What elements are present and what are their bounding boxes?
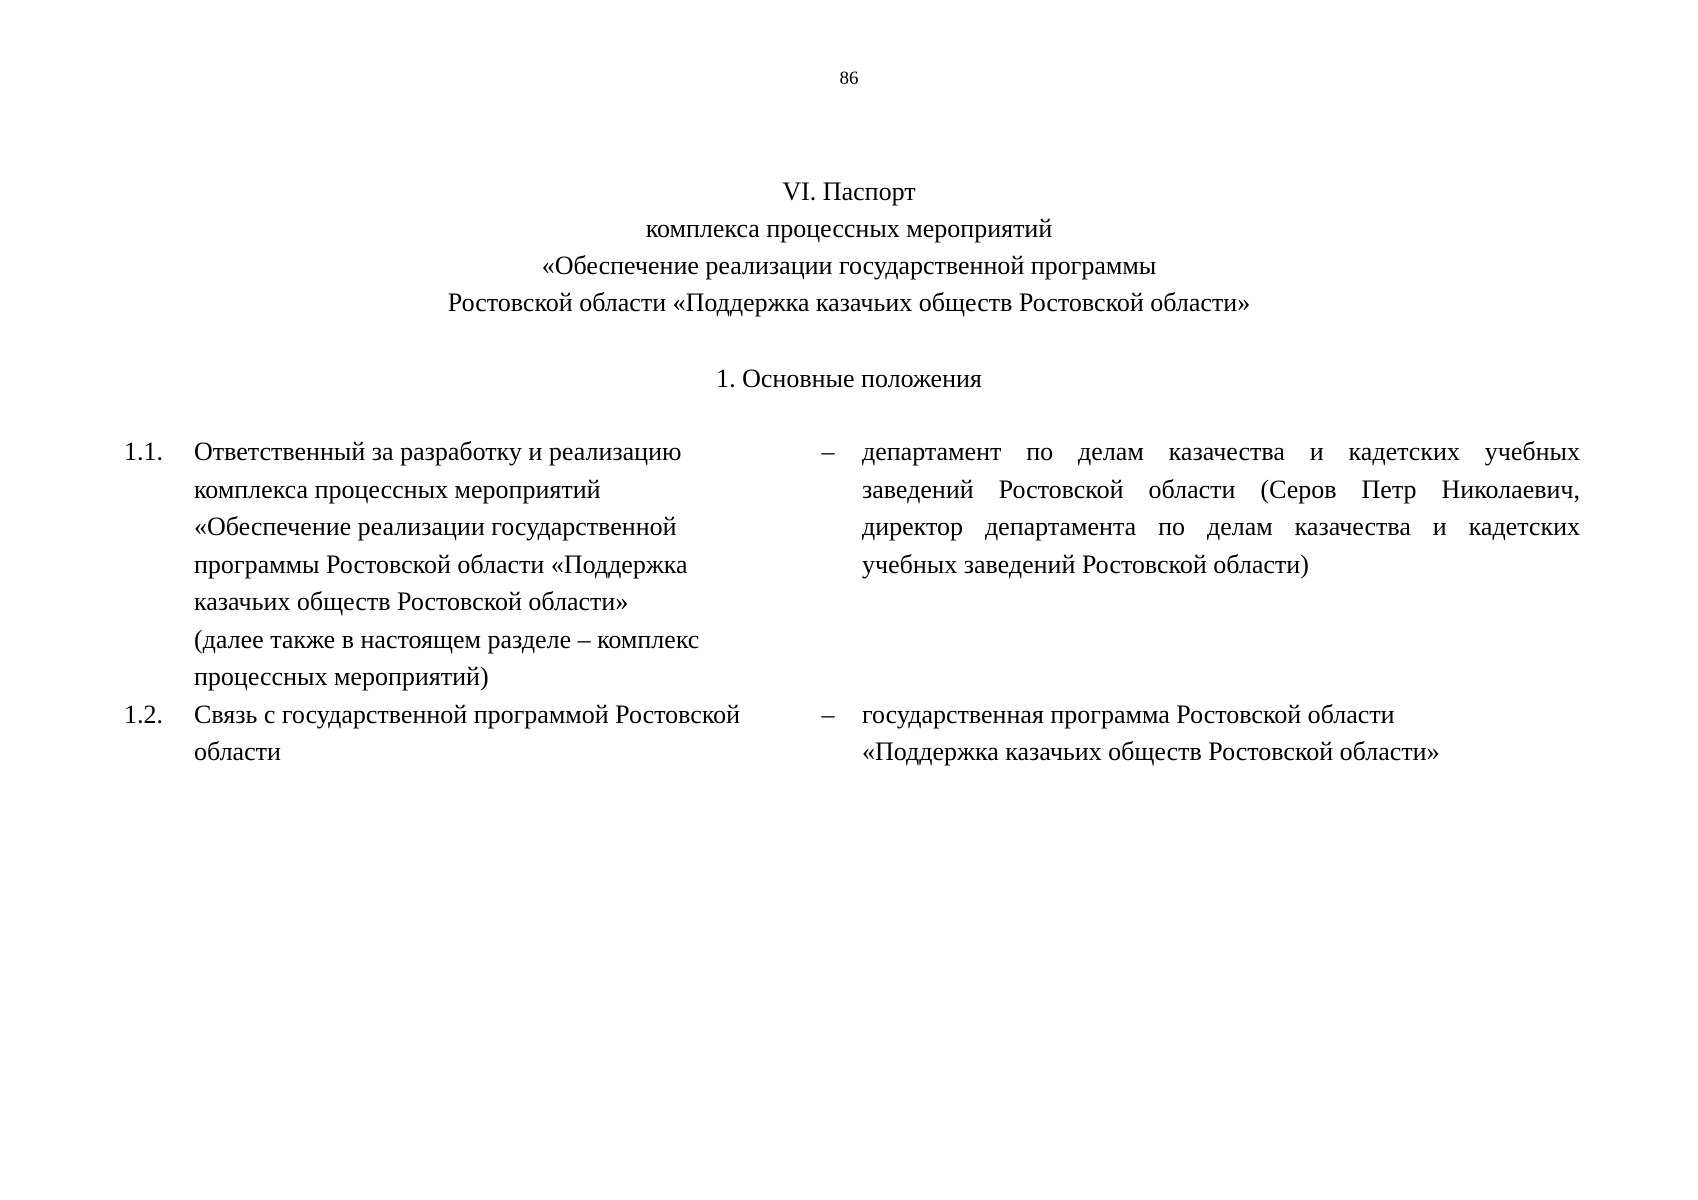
provision-item-1-1	[124, 433, 1580, 696]
label-line: (далее также в настоящем разделе – комплекс	[194, 624, 700, 654]
page-number: 86	[839, 68, 859, 89]
item-dash: –	[821, 437, 835, 466]
provision-item-1-2	[124, 696, 1580, 771]
label-line: Ответственный за разработку и реализацию	[194, 437, 682, 466]
value-line: учебных заведений Ростовской области)	[862, 549, 1309, 579]
label-line: процессных мероприятий)	[194, 662, 489, 691]
provisions-list	[124, 433, 1580, 771]
item-label	[194, 696, 794, 771]
label-line: области	[194, 737, 281, 766]
label-line: программы Ростовской области «Поддержка	[194, 549, 688, 579]
title-line-complex: комплекса процессных мероприятий	[645, 214, 1053, 243]
section-heading: 1. Основные положения	[716, 364, 982, 393]
title-line-program-name: «Обеспечение реализации государственной программы	[541, 251, 1157, 280]
value-line: департамент по делам казачества и кадетских учебных	[862, 437, 1580, 466]
label-line: Связь с государственной программой Ростовской	[194, 699, 741, 729]
value-line: директор департамента по делам казачества и кадетских	[862, 512, 1580, 541]
label-line: казачьих обществ Ростовской области»	[194, 587, 629, 616]
item-number: 1.1.	[124, 437, 163, 466]
item-number: 1.2.	[124, 699, 163, 729]
title-line-program-name-cont: Ростовской области «Поддержка казачьих обществ Ростовской области»	[447, 288, 1251, 317]
item-value	[862, 696, 1580, 771]
value-line: «Поддержка казачьих обществ Ростовской области»	[862, 737, 1440, 766]
label-line: комплекса процессных мероприятий	[194, 474, 601, 504]
value-line: заведений Ростовской области (Серов Петр Николаевич,	[862, 474, 1580, 504]
document-title	[0, 173, 1698, 321]
item-dash: –	[821, 699, 835, 729]
item-value	[862, 433, 1580, 696]
label-line: «Обеспечение реализации государственной	[194, 512, 677, 541]
title-line-section: VI. Паспорт	[782, 177, 916, 206]
item-label	[194, 433, 794, 696]
value-line: государственная программа Ростовской области	[862, 699, 1395, 729]
